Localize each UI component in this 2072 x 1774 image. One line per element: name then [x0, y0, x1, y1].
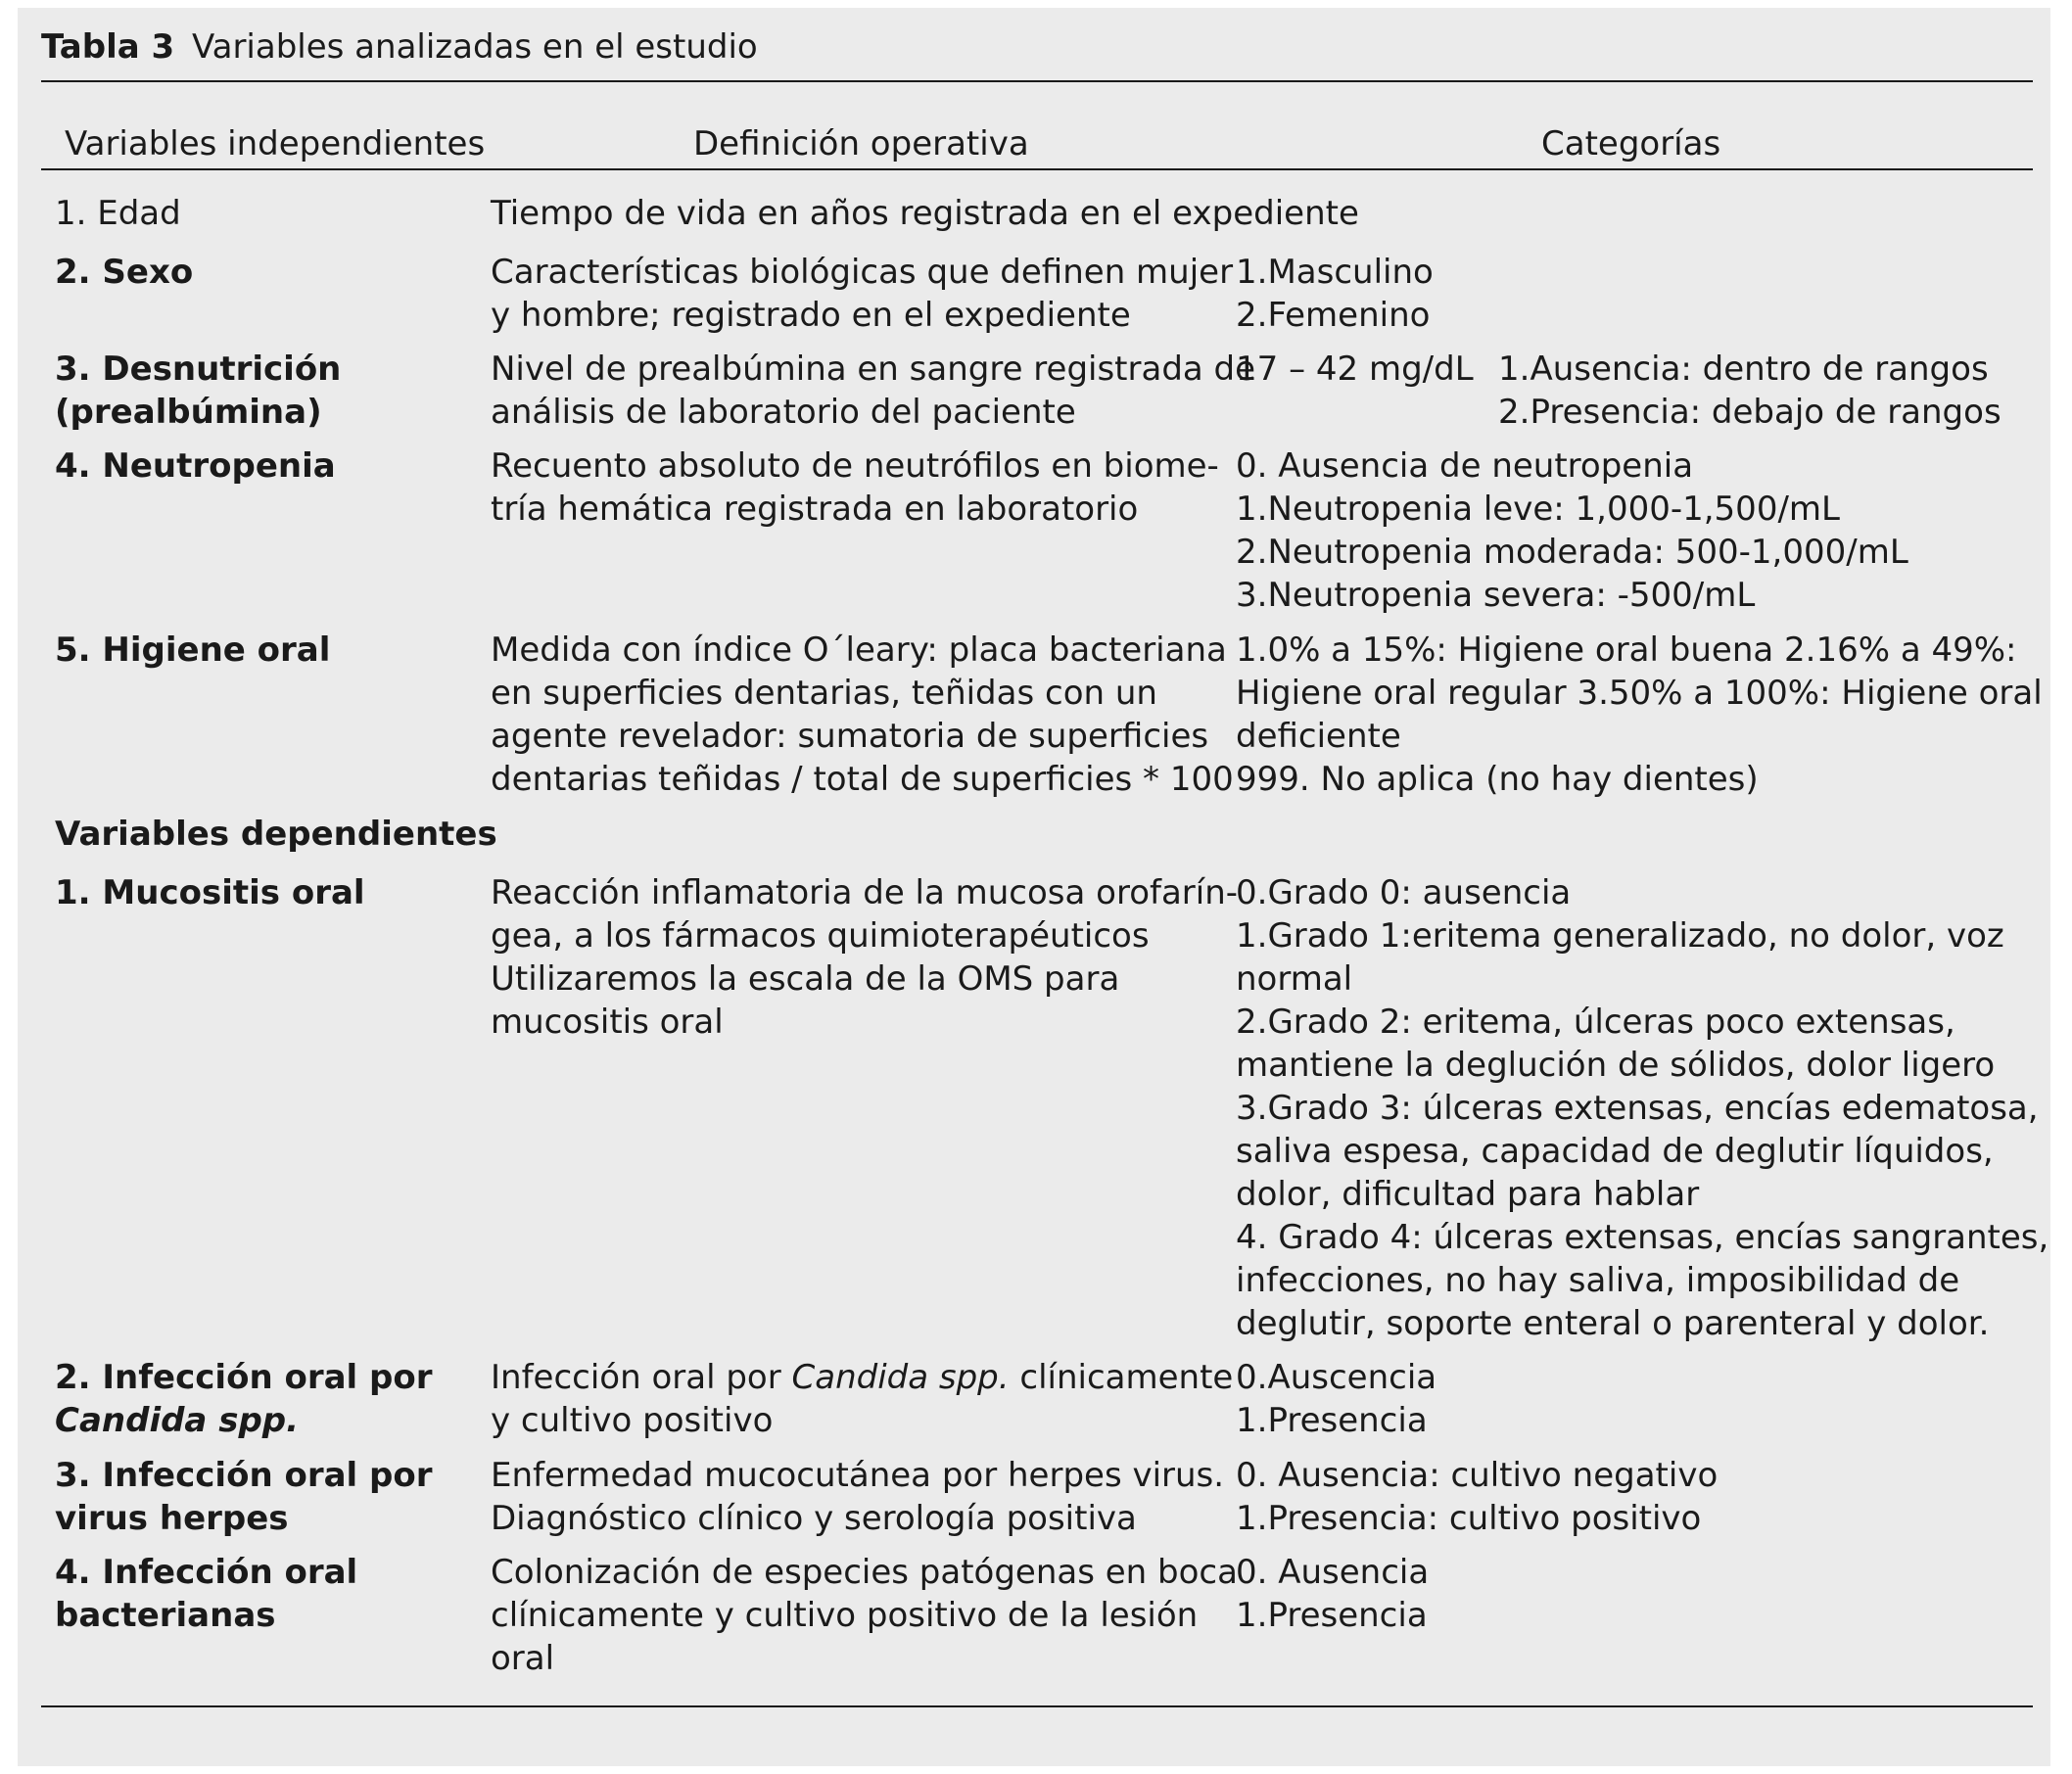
top-rule [41, 80, 2033, 82]
category-line: 3.Grado 3: úlceras extensas, encías edematosa, [1236, 1089, 2039, 1128]
definition-line: Medida con índice O´leary: placa bacteriana [491, 630, 1227, 670]
variable-name: 3. Desnutrición [55, 350, 342, 389]
variable-name: Candida spp. [55, 1401, 300, 1440]
category-line: 1.Ausencia: dentro de rangos [1498, 350, 1989, 389]
table-panel [18, 8, 2050, 1766]
variable-name: virus herpes [55, 1499, 289, 1538]
definition-text: clínicamente [1009, 1358, 1234, 1397]
category-line: mantiene la deglución de sólidos, dolor ligero [1236, 1046, 1996, 1085]
definition-text: Infección oral por [491, 1358, 792, 1397]
definition-line: tría hemática registrada en laboratorio [491, 490, 1139, 529]
category-line: 0. Ausencia de neutropenia [1236, 446, 1694, 486]
definition-line: clínicamente y cultivo positivo de la lesión [491, 1596, 1199, 1635]
definition-line: mucositis oral [491, 1003, 724, 1042]
variable-name: 4. Infección oral [55, 1553, 358, 1592]
variable-name: 5. Higiene oral [55, 630, 331, 670]
category-line: normal [1236, 959, 1353, 999]
definition-line: en superficies dentarias, teñidas con un [491, 674, 1157, 713]
category-line: 1.Grado 1:eritema generalizado, no dolor, voz [1236, 916, 2004, 956]
category-line: 1.Presencia [1236, 1596, 1428, 1635]
bottom-rule [41, 1705, 2033, 1707]
category-line: 0.Auscencia [1236, 1358, 1437, 1397]
variable-name: 4. Neutropenia [55, 446, 336, 486]
category-line: 0. Ausencia [1236, 1553, 1430, 1592]
variable-name: 1. Edad [55, 194, 181, 233]
category-line: 4. Grado 4: úlceras extensas, encías sangrantes, [1236, 1218, 2049, 1257]
definition-line: agente revelador: sumatoria de superficies [491, 717, 1209, 756]
definition-line: Colonización de especies patógenas en boca [491, 1553, 1238, 1592]
header-rule [41, 168, 2033, 170]
definition-line: y hombre; registrado en el expediente [491, 296, 1131, 335]
header-categorias: Categorías [1541, 124, 1721, 163]
category-line: 999. No aplica (no hay dientes) [1236, 760, 1759, 799]
definition-line: gea, a los fármacos quimioterapéuticos [491, 916, 1150, 956]
table-caption-text: Variables analizadas en el estudio [192, 27, 758, 67]
definition-line: Características biológicas que definen mujer [491, 253, 1234, 292]
category-line: deficiente [1236, 717, 1401, 756]
definition-line: análisis de laboratorio del paciente [491, 393, 1076, 432]
category-line: 2.Neutropenia moderada: 500-1,000/mL [1236, 533, 1908, 572]
variable-name: 1. Mucositis oral [55, 873, 365, 912]
definition-line: Tiempo de vida en años registrada en el expediente [491, 194, 1359, 233]
definition-line: oral [491, 1639, 555, 1678]
definition-line: Recuento absoluto de neutrófilos en biome- [491, 446, 1219, 486]
definition-line: Nivel de prealbúmina en sangre registrada de [491, 350, 1256, 389]
category-line: 2.Femenino [1236, 296, 1431, 335]
category-line: 0. Ausencia: cultivo negativo [1236, 1456, 1719, 1495]
category-line: 3.Neutropenia severa: -500/mL [1236, 576, 1756, 615]
variable-name: 2. Sexo [55, 253, 194, 292]
category-line: 1.0% a 15%: Higiene oral buena 2.16% a 49%: [1236, 630, 2017, 670]
category-line: 1.Presencia [1236, 1401, 1428, 1440]
definition-line: dentarias teñidas / total de superficies * 100 [491, 760, 1234, 799]
category-line: 2.Grado 2: eritema, úlceras poco extensas, [1236, 1003, 1955, 1042]
header-variables: Variables independientes [65, 124, 486, 163]
variable-name: 2. Infección oral por [55, 1358, 433, 1397]
category-line: infecciones, no hay saliva, imposibilidad de [1236, 1261, 1960, 1300]
definition-italic-term: Candida spp. [791, 1358, 1010, 1397]
definition-line: Utilizaremos la escala de la OMS para [491, 959, 1120, 999]
definition-line [491, 1356, 1233, 1399]
category-line: 1.Neutropenia leve: 1,000-1,500/mL [1236, 490, 1840, 529]
category-line: 1.Masculino [1236, 253, 1434, 292]
definition-line: y cultivo positivo [491, 1401, 774, 1440]
category-line: 1.Presencia: cultivo positivo [1236, 1499, 1702, 1538]
category-line: dolor, dificultad para hablar [1236, 1175, 1700, 1214]
variable-name: (prealbúmina) [55, 393, 322, 432]
header-definicion: Definición operativa [693, 124, 1029, 163]
variable-name: 3. Infección oral por [55, 1456, 433, 1495]
definition-line: Diagnóstico clínico y serología positiva [491, 1499, 1137, 1538]
table-caption-label: Tabla 3 [41, 27, 175, 67]
variable-name: bacterianas [55, 1596, 276, 1635]
section-heading-dependientes: Variables dependientes [55, 815, 497, 854]
category-line: 2.Presencia: debajo de rangos [1498, 393, 2001, 432]
definition-line: Reacción inflamatoria de la mucosa orofarín- [491, 873, 1239, 912]
category-line: Higiene oral regular 3.50% a 100%: Higiene oral [1236, 674, 2043, 713]
definition-line: Enfermedad mucocutánea por herpes virus. [491, 1456, 1225, 1495]
category-line: deglutir, soporte enteral o parenteral y dolor. [1236, 1304, 1990, 1343]
category-line: 0.Grado 0: ausencia [1236, 873, 1572, 912]
range-value: 17 – 42 mg/dL [1236, 350, 1474, 389]
category-line: saliva espesa, capacidad de deglutir líquidos, [1236, 1132, 1994, 1171]
